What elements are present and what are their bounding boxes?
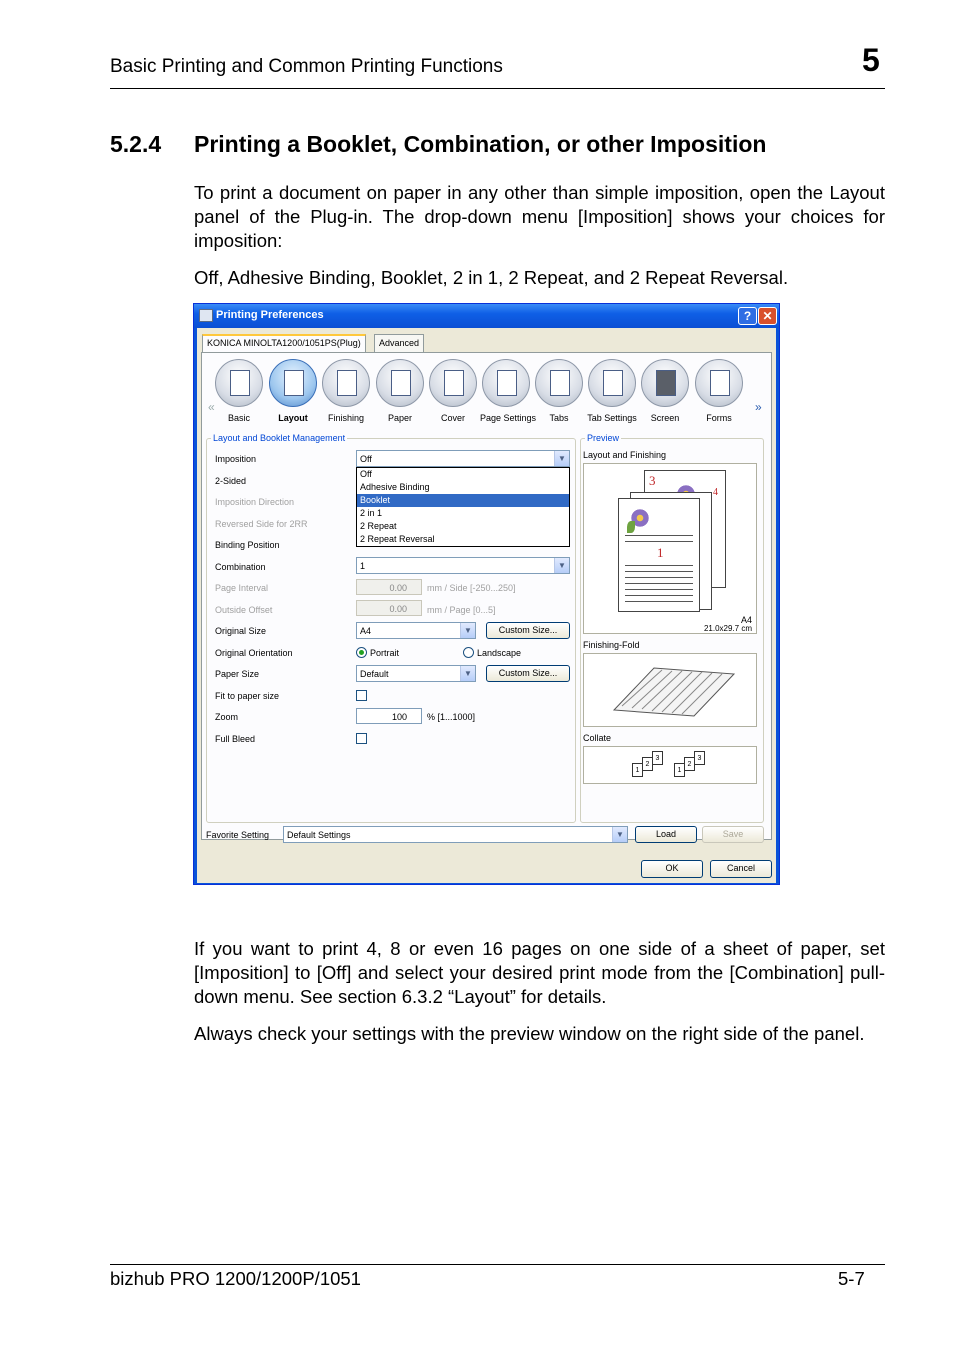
layout-preview-box [583,463,757,634]
layout-group-legend: Layout and Booklet Management [213,433,346,443]
combination-value: 1 [360,561,366,571]
collate-preview: 3 2 1 3 2 1 [583,746,757,784]
page-interval-spinner[interactable]: 0.00 [356,579,422,595]
zoom-label: Zoom [215,712,239,722]
finishing-icon [322,359,370,407]
close-button[interactable]: ✕ [758,307,777,325]
cancel-button[interactable]: Cancel [710,860,772,878]
chevron-down-icon: ▼ [612,827,627,842]
finishing-fold-preview [583,653,757,727]
layout-finishing-caption: Layout and Finishing [583,450,667,460]
ribbon-tab-settings[interactable]: Tab Settings [586,359,638,423]
page-settings-icon [482,359,530,407]
ribbon-paper[interactable]: Paper [374,359,426,423]
ribbon-prev-arrow[interactable]: « [208,400,215,414]
original-size-value: A4 [360,626,372,636]
options-paragraph: Off, Adhesive Binding, Booklet, 2 in 1, 2 Repeat, and 2 Repeat Reversal. [194,267,789,288]
ok-button[interactable]: OK [641,860,703,878]
full-bleed-label: Full Bleed [215,734,256,744]
outside-offset-unit: mm / Page [0...5] [427,605,496,615]
imposition-label: Imposition [215,454,257,464]
layout-icon [269,359,317,407]
favorite-setting-label: Favorite Setting [206,830,270,840]
imposition-option-adhesive-binding[interactable]: Adhesive Binding [360,482,430,492]
two-sided-label: 2-Sided [215,476,247,486]
preview-sheet-back: 3 4 [644,470,726,588]
section-number: 5.2.4 [110,131,162,157]
ribbon-screen[interactable]: Screen [639,359,691,423]
dialog-titlebar [194,304,779,328]
original-size-label: Original Size [215,626,267,636]
collate-caption: Collate [583,733,612,743]
section-title: Printing a Booklet, Combination, or other Imposition [194,131,767,157]
tabs-icon [535,359,583,407]
cover-icon [429,359,477,407]
ribbon-forms[interactable]: Forms [693,359,745,423]
paper-size-value: Default [360,669,389,679]
fit-to-paper-label: Fit to paper size [215,691,280,701]
original-size-select[interactable] [356,622,476,639]
dialog-client [197,328,776,883]
landscape-label: Landscape [477,648,522,658]
ribbon-cover[interactable]: Cover [427,359,479,423]
imposition-select[interactable] [356,450,570,467]
page-interval-unit: mm / Side [-250...250] [427,583,516,593]
chevron-down-icon: ▼ [554,558,569,573]
intro-paragraph: To print a document on paper in any other than simple imposition, open the Layout panel of the Plug-in. The drop-down menu [Imposition] shows your choices for imposition: [194,182,885,251]
original-orientation-label: Original Orientation [215,648,293,658]
dialog-title: Printing Preferences [216,309,324,321]
imposition-option-2repeat[interactable]: 2 Repeat [360,521,397,531]
preview-legend: Preview [587,433,620,443]
ribbon-finishing[interactable]: Finishing [320,359,372,423]
help-button[interactable]: ? [738,307,757,325]
combination-paragraph: If you want to print 4, 8 or even 16 pages on one side of a sheet of paper, set [Imposition] to [Off] and select your desired print mode from the [Combination] pull-down menu. See section 6.3.2 “Layout” for details. [194,938,885,1007]
imposition-value: Off [360,454,372,464]
footer-rule [110,1264,885,1265]
imposition-option-off[interactable]: Off [360,469,372,479]
page-interval-label: Page Interval [215,583,269,593]
imposition-dropdown-list [356,467,570,547]
tab-advanced[interactable]: Advanced [374,334,424,352]
full-bleed-checkbox[interactable] [356,733,367,744]
finishing-fold-caption: Finishing-Fold [583,640,640,650]
imposition-direction-label: Imposition Direction [215,497,295,507]
chevron-down-icon: ▼ [460,666,475,681]
ribbon-layout[interactable]: Layout [267,359,319,423]
header-rule [110,88,885,89]
chapter-number: 5 [862,42,880,78]
footer-product: bizhub PRO 1200/1200P/1051 [110,1268,361,1289]
forms-icon [695,359,743,407]
ribbon-basic[interactable]: Basic [213,359,265,423]
basic-icon [215,359,263,407]
portrait-label: Portrait [370,648,400,658]
zoom-unit: % [1...1000] [427,712,476,722]
chevron-down-icon: ▼ [460,623,475,638]
layout-booklet-group [206,433,576,823]
zoom-spinner[interactable]: 100 [356,708,422,724]
preview-group [580,433,764,823]
preview-sheet-front: 1 [618,498,700,612]
preview-page-dimensions: 21.0x29.7 cm [703,624,752,633]
paper-size-label: Paper Size [215,669,260,679]
reversed-side-label: Reversed Side for 2RR [215,519,308,529]
imposition-option-2repeat-reversal[interactable]: 2 Repeat Reversal [360,534,435,544]
printing-preferences-dialog [193,303,780,885]
fit-to-paper-checkbox[interactable] [356,690,367,701]
tab-settings-icon [588,359,636,407]
printer-icon [199,309,213,322]
paper-custom-size-button[interactable]: Custom Size... [486,665,570,682]
binding-position-label: Binding Position [215,540,280,550]
save-button[interactable]: Save [702,826,764,843]
running-header: Basic Printing and Common Printing Functions [110,56,503,77]
ribbon-page-settings[interactable]: Page Settings [480,359,532,423]
layout-tab-panel [201,352,772,840]
landscape-radio[interactable] [463,647,474,658]
chevron-down-icon: ▼ [554,451,569,466]
outside-offset-spinner[interactable]: 0.00 [356,600,422,616]
preview-paragraph: Always check your settings with the preview window on the right side of the panel. [194,1023,865,1044]
combination-select[interactable] [356,557,570,574]
ribbon-next-arrow[interactable]: » [755,400,762,414]
favorite-setting-value: Default Settings [287,830,351,840]
imposition-option-booklet[interactable]: Booklet [357,494,569,507]
footer-page-number: 5-7 [838,1268,865,1289]
ribbon-tabs[interactable]: Tabs [533,359,585,423]
portrait-radio[interactable] [356,647,367,658]
paper-size-select[interactable] [356,665,476,682]
favorite-setting-select[interactable] [283,826,628,843]
outside-offset-label: Outside Offset [215,605,273,615]
paper-icon [376,359,424,407]
screen-icon [641,359,689,407]
folded-sheet-icon [584,654,756,726]
combination-label: Combination [215,562,266,572]
original-custom-size-button[interactable]: Custom Size... [486,622,570,639]
preview-page-size: A4 [740,615,752,625]
imposition-option-2in1[interactable]: 2 in 1 [360,508,383,518]
tab-plugin[interactable]: KONICA MINOLTA1200/1051PS(Plug) [202,334,366,353]
load-button[interactable]: Load [635,826,697,843]
